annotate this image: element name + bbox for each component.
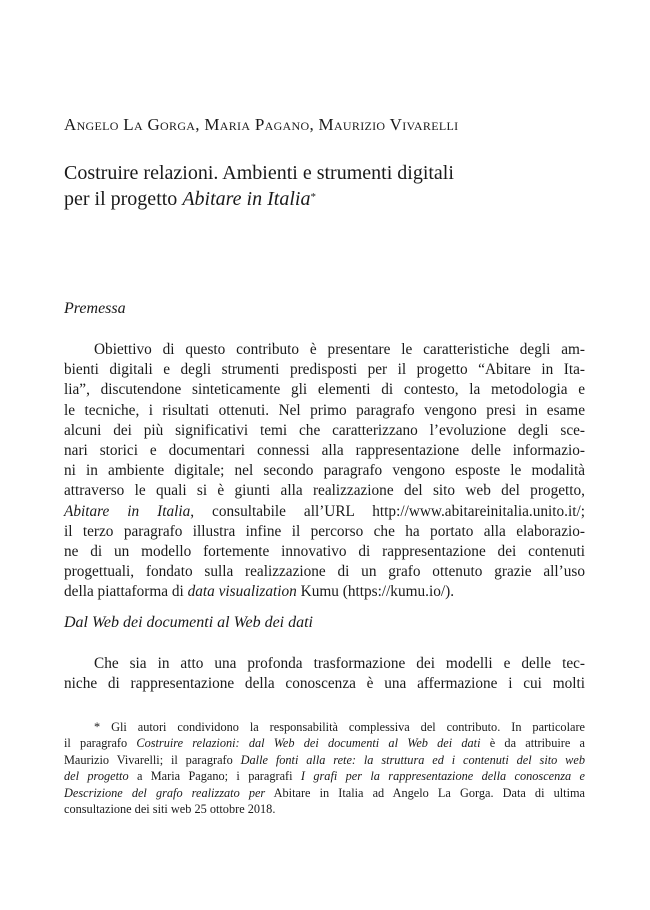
footnote-italic: Dalle fonti alla rete: la struttura ed i contenuti del sito web xyxy=(240,752,585,767)
title-line-2-prefix: per il progetto xyxy=(64,188,183,210)
footnote-text: è da attribuire a xyxy=(480,736,585,751)
title-line-1: Costruire relazioni. Ambienti e strumenti digitali xyxy=(64,162,454,184)
footnote-text: Abitare in Italia ad Angelo La Gorga. Data di ultima xyxy=(265,785,586,800)
footnote-italic: del progetto xyxy=(64,769,129,784)
paragraph-line: il terzo paragrafo illustra infine il percorso che ha portato alla elaborazio- xyxy=(64,522,585,540)
paragraph-line: Che sia in atto una profonda trasformazione dei modelli e delle tec- xyxy=(94,655,585,672)
paragraph-line: Obiettivo di questo contributo è presentare le caratteristiche degli am- xyxy=(94,341,585,358)
paragraph-line: progettuali, fondato sulla realizzazione di un grafo ottenuto grazie all’uso xyxy=(64,563,585,581)
footnote-line: * Gli autori condividono la responsabilità complessiva del contributo. In particolare xyxy=(94,720,585,734)
footnote-text: il paragrafo xyxy=(64,736,137,751)
paragraph-line: niche di rappresentazione della conoscenza è una affermazione i cui molti xyxy=(64,675,585,693)
footnote-text: a Maria Pagano; i paragrafi xyxy=(128,769,301,784)
paragraph-line: lia”, discutendone sinteticamente gli elementi di contesto, la metodologia e xyxy=(64,381,585,399)
footnote-line xyxy=(64,752,585,768)
footnote-line xyxy=(64,785,585,801)
footnote-line: consultazione dei siti web 25 ottobre 2018. xyxy=(64,801,276,816)
italic-term: data visualization xyxy=(187,583,297,601)
footnote-italic: Descrizione del grafo realizzato per xyxy=(64,785,266,800)
footnote-text: Maurizio Vivarelli; il paragrafo xyxy=(64,752,241,767)
footnote xyxy=(64,719,585,817)
article-title xyxy=(64,160,584,212)
paragraph-line: ni in ambiente digitale; nel secondo paragrafo vengono esposte le modalità xyxy=(64,462,585,480)
paragraph-line: nari storici e documentari connessi alla rappresentazione delle informazio- xyxy=(64,441,585,459)
paragraph-line: le tecniche, i risultati ottenuti. Nel primo paragrafo vengono presi in esame xyxy=(64,401,585,419)
paragraph-line: attraverso le quali si è giunti alla realizzazione del sito web del progetto, xyxy=(64,482,585,500)
paragraph-line: ne di un modello fortemente innovativo di rappresentazione dei contenuti xyxy=(64,542,585,560)
section-1-body xyxy=(64,340,585,602)
url-text: , consultabile all’URL http://www.abitareinitalia.unito.it/; xyxy=(190,502,585,520)
title-line-2 xyxy=(64,186,584,212)
section-heading-premessa: Premessa xyxy=(64,300,126,317)
project-name-italic: Abitare in Italia xyxy=(64,502,191,520)
line-prefix: della piattaforma di xyxy=(64,583,188,601)
paragraph-line xyxy=(64,582,585,602)
title-project-name: Abitare in Italia xyxy=(182,188,311,210)
authors: Angelo La Gorga, Maria Pagano, Maurizio Vivarelli xyxy=(64,115,459,134)
footnote-italic: I grafi per la rappresentazione della conoscenza e xyxy=(300,769,586,784)
footnote-italic: Costruire relazioni: dal Web dei documenti al Web dei dati xyxy=(136,736,481,751)
line-rest: Kumu (https://kumu.io/). xyxy=(296,583,455,601)
section-2-body xyxy=(64,654,585,694)
paragraph-line: alcuni dei più significativi temi che caratterizzano l’evoluzione degli sce- xyxy=(64,421,585,439)
footnote-line xyxy=(64,768,585,784)
section-heading-web: Dal Web dei documenti al Web dei dati xyxy=(64,614,313,631)
footnote-line xyxy=(64,735,585,751)
title-footnote-mark: * xyxy=(310,191,316,203)
paragraph-line xyxy=(64,502,585,522)
paragraph-line: bienti digitali e degli strumenti predisposti per il progetto “Abitare in Ita- xyxy=(64,361,585,379)
